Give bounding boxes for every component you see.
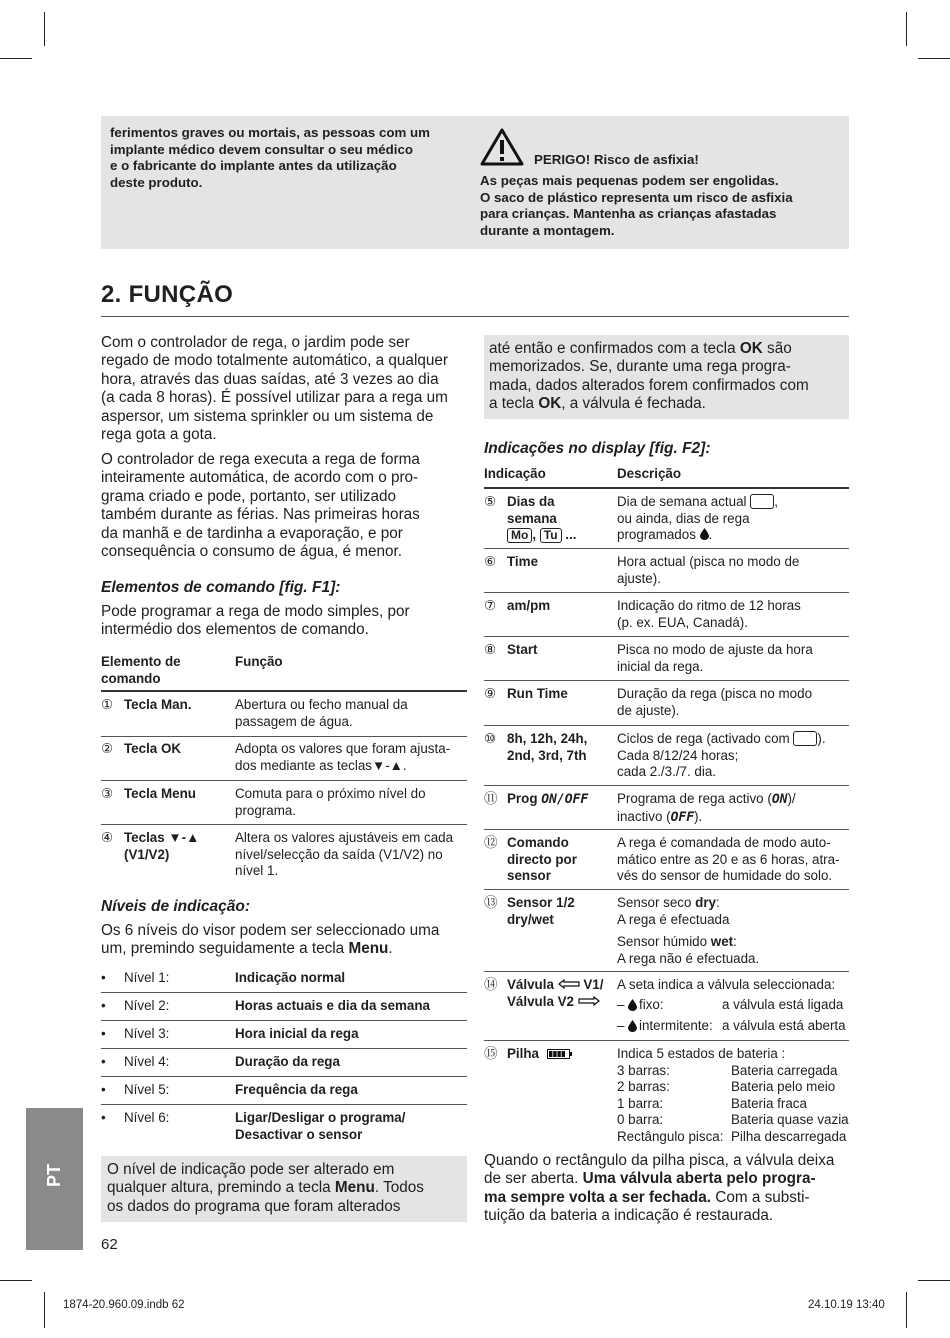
page-number: 62 bbox=[101, 1236, 118, 1253]
note-box-left: O nível de indicação pode ser alterado em qualquer altura, premindo a tecla Menu. Todos os dados do programa que foram alterados bbox=[101, 1156, 467, 1222]
row-divider bbox=[484, 1040, 849, 1041]
row-divider bbox=[484, 829, 849, 830]
arrow-left-icon bbox=[558, 979, 580, 989]
battery-state: 1 barra: Bateria fraca bbox=[617, 1095, 807, 1111]
row-divider bbox=[484, 889, 849, 890]
display-col-indication: Indicação bbox=[484, 466, 546, 481]
row-divider bbox=[101, 824, 467, 825]
language-tab-label: PT bbox=[44, 1164, 64, 1188]
row-divider bbox=[484, 548, 849, 549]
crop-mark bbox=[44, 12, 45, 46]
controls-intro: Pode programar a rega de modo simples, por intermédio dos elementos de comando. bbox=[101, 603, 410, 639]
row-divider bbox=[484, 592, 849, 593]
footer-timestamp: 24.10.19 13:40 bbox=[808, 1299, 885, 1311]
warning-text: implante médico devem consultar o seu médico bbox=[110, 141, 413, 157]
intro-paragraph-2: O controlador de rega executa a rega de forma inteiramente automática, de acordo com o pro- grama criado e pode, portanto, ser utilizado também durante as férias. Nas primeiras horas da manhã e de tardinha a evaporação, e por consequência o consumo de água, é menor. bbox=[101, 451, 420, 561]
row-divider bbox=[101, 1020, 467, 1021]
controls-col-element: Elemento de comando bbox=[101, 654, 181, 686]
warning-text: durante a montagem. bbox=[480, 222, 615, 238]
warning-text: ferimentos graves ou mortais, as pessoas com um bbox=[110, 125, 430, 140]
levels-intro: Os 6 níveis do visor podem ser seleccionado uma um, premindo seguidamente a tecla Menu. bbox=[101, 922, 440, 958]
row-divider bbox=[484, 680, 849, 681]
water-drop-icon bbox=[628, 999, 637, 1011]
water-drop-icon bbox=[700, 528, 709, 540]
row-divider bbox=[101, 1048, 467, 1049]
display-col-description: Descrição bbox=[617, 466, 682, 481]
table-header-rule bbox=[484, 487, 849, 489]
levels-heading: Níveis de indicação: bbox=[101, 898, 251, 915]
intro-paragraph-1: Com o controlador de rega, o jardim pode ser regado de modo totalmente automático, a qualquer hora, através das duas saídas, até 3 vezes ao dia (a cada 8 horas). É possível utilizar para a rega um aspersor, um sistema sprinkler ou um sistema de rega gota a gota. bbox=[101, 334, 448, 444]
crop-mark bbox=[918, 58, 950, 59]
controls-col-function: Função bbox=[235, 654, 283, 669]
section-rule bbox=[101, 316, 849, 317]
row-divider bbox=[101, 736, 467, 737]
note-box-right: até então e confirmados com a tecla OK são memorizados. Se, durante uma rega progra- mada, dados alterados forem confirmados com a tecla OK, a válvula é fechada. bbox=[484, 335, 849, 419]
crop-mark bbox=[906, 1292, 907, 1328]
row-divider bbox=[484, 725, 849, 726]
warning-text: e o fabricante do implante antes da utilização bbox=[110, 158, 397, 173]
battery-state: Rectângulo pisca: Pilha descarregada bbox=[617, 1128, 847, 1144]
row-divider bbox=[101, 1076, 467, 1077]
battery-icon bbox=[547, 1049, 572, 1059]
arrow-right-icon bbox=[578, 996, 600, 1006]
crop-mark bbox=[918, 1280, 950, 1281]
crop-mark bbox=[44, 1292, 45, 1328]
battery-state: 3 barras: Bateria carregada bbox=[617, 1062, 838, 1078]
warning-triangle-icon bbox=[480, 128, 524, 166]
row-divider bbox=[484, 636, 849, 637]
row-divider bbox=[484, 785, 849, 786]
warning-text: As peças mais pequenas podem ser engolidas. bbox=[480, 173, 779, 188]
controls-heading: Elementos de comando [fig. F1]: bbox=[101, 579, 341, 596]
footer-file-info: 1874-20.960.09.indb 62 bbox=[63, 1299, 185, 1311]
warning-text: O saco de plástico representa um risco de asfixia bbox=[480, 189, 793, 205]
row-divider bbox=[484, 971, 849, 972]
warning-text: deste produto. bbox=[110, 174, 203, 190]
section-title: 2. FUNÇÃO bbox=[101, 281, 234, 308]
warning-box-implant bbox=[101, 116, 471, 249]
battery-state: 2 barras: Bateria pelo meio bbox=[617, 1079, 836, 1094]
final-paragraph: Quando o rectângulo da pilha pisca, a válvula deixa de ser aberta. Uma válvula aberta pelo progra- ma sempre volta a ser fechada. Com a substi- tuição da bateria a indicação é restaurada. bbox=[484, 1152, 835, 1225]
warning-text: para crianças. Mantenha as crianças afastadas bbox=[480, 206, 777, 221]
battery-state: 0 barra: Bateria quase vazia bbox=[617, 1112, 849, 1127]
water-drop-icon bbox=[628, 1020, 637, 1032]
crop-mark bbox=[906, 12, 907, 46]
row-divider bbox=[101, 1104, 467, 1105]
crop-mark bbox=[0, 58, 32, 59]
row-divider bbox=[101, 780, 467, 781]
row-divider bbox=[101, 992, 467, 993]
table-header-rule bbox=[101, 690, 467, 692]
display-heading: Indicações no display [fig. F2]: bbox=[484, 440, 711, 457]
warning-title: PERIGO! Risco de asfixia! bbox=[534, 152, 699, 167]
warning-box-asphyxia bbox=[471, 116, 849, 249]
crop-mark bbox=[0, 1280, 32, 1281]
